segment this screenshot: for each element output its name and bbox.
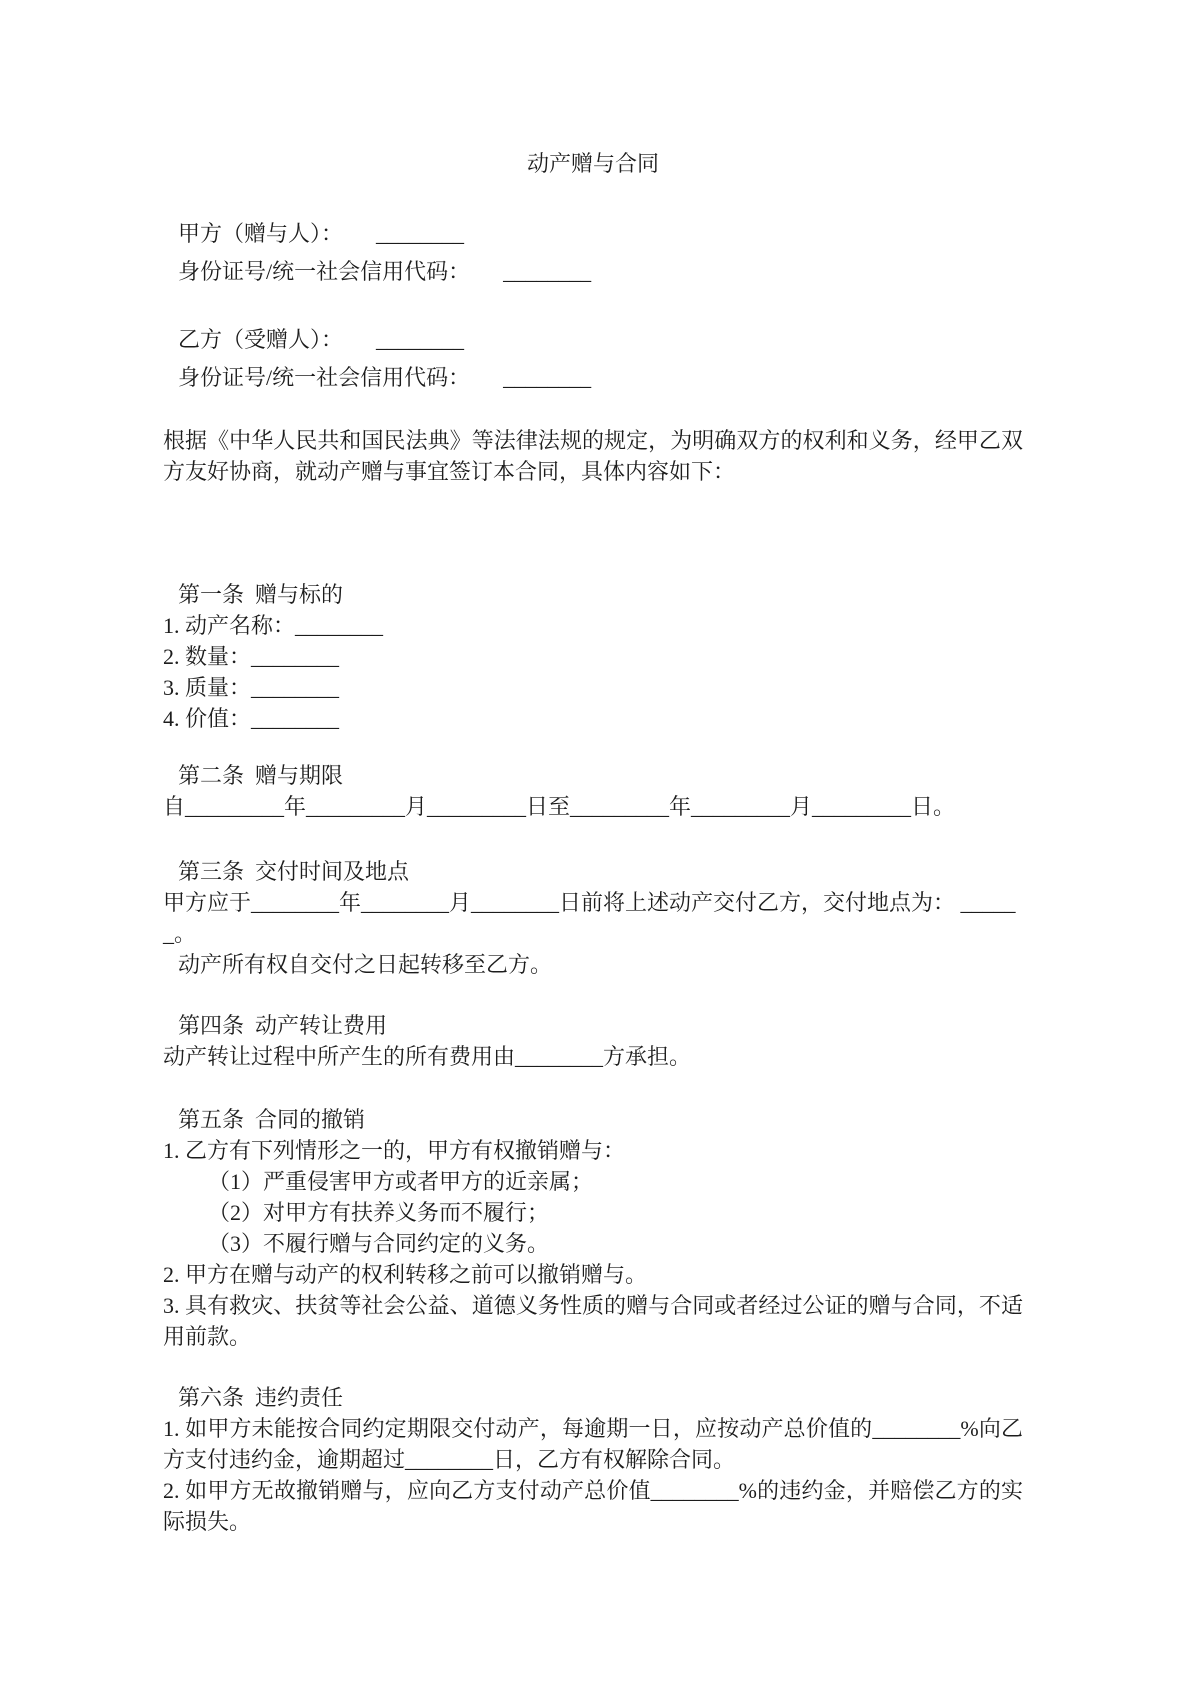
intro-paragraph: 根据《中华人民共和国民法典》等法律法规的规定，为明确双方的权利和义务，经甲乙双方友好协商，就动产赠与事宜签订本合同，具体内容如下： — [163, 428, 1023, 484]
section-6-clause-2: 2. 如甲方无故撤销赠与，应向乙方支付动产总价值________%的违约金，并赔偿乙方的实际损失。 — [163, 1478, 1023, 1534]
section-5-clause-2: 2. 甲方在赠与动产的权利转移之前可以撤销赠与。 — [163, 1262, 648, 1287]
section-3-delivery-line-continuation: _。 — [163, 921, 197, 946]
section-1-gift-subject — [163, 579, 1023, 734]
party-b-id-line: 身份证号/统一社会信用代码： ________ — [178, 365, 592, 390]
section-1-item-value: 4. 价值：________ — [163, 706, 340, 731]
party-b-name-line: 乙方（受赠人）： ________ — [178, 327, 465, 352]
section-3-ownership-line: 动产所有权自交付之日起转移至乙方。 — [178, 952, 553, 977]
section-2-date-range-line: 自_________年_________月_________日至_________年_________月_________日。 — [163, 794, 956, 819]
section-5-clause-3: 3. 具有救灾、扶贫等社会公益、道德义务性质的赠与合同或者经过公证的赠与合同，不适用前款。 — [163, 1293, 1023, 1349]
contract-title: 动产赠与合同 — [526, 151, 659, 176]
section-3-delivery — [163, 856, 1023, 980]
section-6-breach-liability — [163, 1382, 1023, 1537]
section-2-gift-term — [163, 760, 1023, 822]
section-5-clause-1: 1. 乙方有下列情形之一的，甲方有权撤销赠与： — [163, 1138, 626, 1163]
party-a-block — [163, 215, 1023, 291]
section-3-delivery-line: 甲方应于________年________月________日前将上述动产交付乙方，交付地点为： _____ — [163, 890, 1016, 915]
section-5-clause-1-item-3: （3）不履行赠与合同约定的义务。 — [208, 1231, 550, 1256]
section-5-clause-1-item-1: （1）严重侵害甲方或者甲方的近亲属； — [208, 1169, 594, 1194]
section-4-costs-line: 动产转让过程中所产生的所有费用由________方承担。 — [163, 1044, 692, 1069]
section-6-heading: 第六条 违约责任 — [178, 1385, 344, 1410]
section-4-transfer-costs — [163, 1010, 1023, 1072]
section-1-item-quantity: 2. 数量：________ — [163, 644, 340, 669]
section-2-heading: 第二条 赠与期限 — [178, 763, 344, 788]
section-5-clause-1-item-2: （2）对甲方有扶养义务而不履行； — [208, 1200, 550, 1225]
section-4-heading: 第四条 动产转让费用 — [178, 1013, 388, 1038]
section-5-revocation — [163, 1104, 1023, 1352]
party-a-id-line: 身份证号/统一社会信用代码： ________ — [178, 259, 592, 284]
section-3-heading: 第三条 交付时间及地点 — [178, 859, 410, 884]
section-1-item-name: 1. 动产名称：________ — [163, 613, 384, 638]
section-1-item-quality: 3. 质量：________ — [163, 675, 340, 700]
party-b-block — [163, 321, 1023, 397]
party-a-name-line: 甲方（赠与人）： ________ — [178, 221, 465, 246]
section-1-heading: 第一条 赠与标的 — [178, 582, 344, 607]
section-5-heading: 第五条 合同的撤销 — [178, 1107, 366, 1132]
section-6-clause-1: 1. 如甲方未能按合同约定期限交付动产，每逾期一日，应按动产总价值的________%向乙方支付违约金，逾期超过________日，乙方有权解除合同。 — [163, 1416, 1023, 1472]
